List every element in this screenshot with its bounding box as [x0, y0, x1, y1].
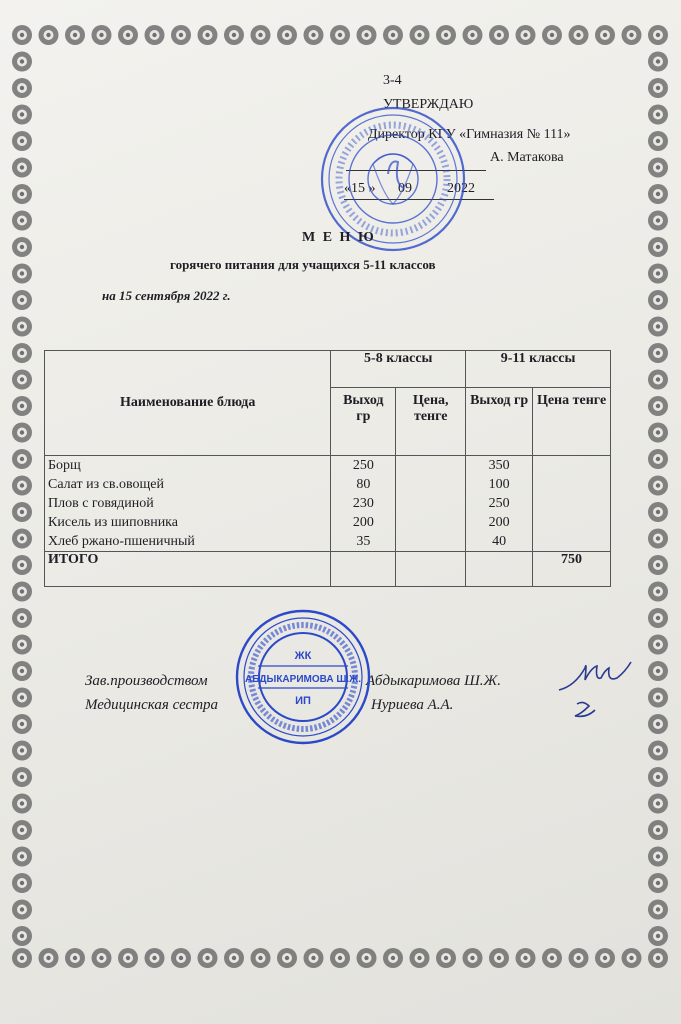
border-ornament — [12, 873, 32, 893]
border-ornament — [648, 476, 668, 496]
output-value: 200 — [352, 515, 374, 530]
output-value: 350 — [488, 458, 510, 473]
price-5-8-cell — [396, 456, 466, 552]
border-ornament — [12, 237, 32, 257]
border-ornament — [251, 948, 271, 968]
border-ornament — [171, 25, 191, 45]
col-group-5-8: 5-8 классы — [331, 351, 466, 388]
dish-name: Салат из св.овощей — [48, 477, 164, 492]
output-value: 230 — [352, 496, 374, 511]
border-ornament — [12, 608, 32, 628]
border-ornament — [542, 948, 562, 968]
border-ornament — [648, 290, 668, 310]
border-ornament — [648, 370, 668, 390]
border-ornament — [648, 211, 668, 231]
border-ornament — [648, 900, 668, 920]
border-ornament — [198, 25, 218, 45]
border-ornament — [595, 948, 615, 968]
border-ornament — [92, 948, 112, 968]
handwritten-signature — [555, 648, 635, 728]
border-ornament — [251, 25, 271, 45]
border-ornament — [12, 449, 32, 469]
border-ornament — [648, 608, 668, 628]
border-ornament — [648, 237, 668, 257]
border-ornament — [383, 25, 403, 45]
border-ornament — [12, 131, 32, 151]
border-ornament — [12, 184, 32, 204]
border-ornament — [12, 948, 32, 968]
border-ornament — [648, 264, 668, 284]
border-ornament — [622, 948, 642, 968]
border-ornament — [648, 25, 668, 45]
output-value: 35 — [356, 534, 371, 549]
total-price-5-8 — [396, 552, 466, 587]
border-ornament — [489, 25, 509, 45]
col-group-9-11: 9-11 классы — [466, 351, 611, 388]
border-ornament — [12, 476, 32, 496]
border-ornament — [410, 25, 430, 45]
border-ornament — [12, 25, 32, 45]
border-ornament — [436, 948, 456, 968]
border-ornament — [12, 158, 32, 178]
border-ornament — [12, 767, 32, 787]
border-ornament — [489, 948, 509, 968]
border-ornament — [410, 948, 430, 968]
col-header-price-5-8: Цена, тенге — [396, 388, 466, 456]
border-ornament — [648, 449, 668, 469]
stamp-top-text: ЖК — [294, 650, 312, 662]
border-ornament — [516, 948, 536, 968]
border-ornament — [118, 25, 138, 45]
border-ornament — [463, 948, 483, 968]
border-ornament — [622, 25, 642, 45]
dish-name: Хлеб ржано-пшеничный — [48, 534, 195, 549]
border-ornament — [277, 25, 297, 45]
border-ornament — [12, 317, 32, 337]
stamp-bottom-text: ИП — [295, 695, 311, 707]
border-ornament — [569, 948, 589, 968]
border-ornament — [12, 900, 32, 920]
col-header-output-9-11: Выход гр — [466, 388, 533, 456]
border-ornament — [648, 555, 668, 575]
border-ornament — [12, 423, 32, 443]
border-ornament — [648, 820, 668, 840]
output-value: 100 — [488, 477, 510, 492]
border-ornament — [648, 52, 668, 72]
output-5-8-cell — [331, 456, 396, 552]
page-subtitle: горячего питания для учащихся 5-11 классов — [170, 257, 436, 272]
border-ornament — [224, 948, 244, 968]
border-ornament — [648, 714, 668, 734]
border-ornament — [12, 78, 32, 98]
border-ornament — [12, 555, 32, 575]
border-ornament — [304, 25, 324, 45]
border-ornament — [648, 131, 668, 151]
border-ornament — [648, 688, 668, 708]
approval-name: А. Матакова — [490, 150, 564, 165]
border-ornament — [516, 25, 536, 45]
border-ornament — [171, 948, 191, 968]
col-header-price-9-11: Цена тенге — [533, 388, 611, 456]
border-ornament — [648, 396, 668, 416]
border-ornament — [12, 582, 32, 602]
border-ornament — [648, 502, 668, 522]
output-9-11-cell — [466, 456, 533, 552]
border-ornament — [648, 847, 668, 867]
output-value: 250 — [352, 458, 374, 473]
menu-table — [44, 350, 611, 587]
border-ornament — [648, 529, 668, 549]
col-header-output-5-8: Выход гр — [331, 388, 396, 456]
border-ornament — [12, 105, 32, 125]
border-ornament — [65, 25, 85, 45]
border-ornament — [304, 948, 324, 968]
total-output-9-11 — [466, 552, 533, 587]
border-ornament — [648, 635, 668, 655]
border-ornament — [648, 105, 668, 125]
border-ornament — [12, 502, 32, 522]
border-ornament — [12, 343, 32, 363]
border-ornament — [12, 396, 32, 416]
border-ornament — [648, 873, 668, 893]
total-label: ИТОГО — [45, 552, 331, 587]
border-ornament — [648, 661, 668, 681]
output-value: 80 — [356, 477, 371, 492]
signature-role-2: Медицинская сестра — [85, 697, 219, 713]
approval-date-month: 09 — [398, 181, 412, 196]
border-ornament — [12, 794, 32, 814]
border-ornament — [12, 370, 32, 390]
dish-name: Кисель из шиповника — [48, 515, 178, 530]
output-value: 40 — [492, 534, 507, 549]
border-ornament — [12, 290, 32, 310]
border-ornament — [357, 25, 377, 45]
border-ornament — [12, 926, 32, 946]
border-ornament — [648, 794, 668, 814]
border-ornament — [118, 948, 138, 968]
table-row — [45, 456, 611, 552]
border-ornament — [39, 25, 59, 45]
dish-names-cell — [45, 456, 331, 552]
border-ornament — [648, 767, 668, 787]
output-value: 200 — [488, 515, 510, 530]
approval-date-year: 2022 — [447, 181, 475, 196]
border-ornament — [12, 741, 32, 761]
approval-heading: УТВЕРЖДАЮ — [383, 97, 474, 112]
border-ornament — [12, 529, 32, 549]
approval-position: Директор КГУ «Гимназия № 111» — [368, 127, 571, 142]
border-ornament — [12, 264, 32, 284]
total-row — [45, 552, 611, 587]
border-ornament — [436, 25, 456, 45]
border-ornament — [39, 948, 59, 968]
border-ornament — [648, 78, 668, 98]
border-ornament — [65, 948, 85, 968]
border-ornament — [145, 25, 165, 45]
company-stamp — [234, 608, 372, 746]
border-ornament — [330, 948, 350, 968]
border-ornament — [648, 343, 668, 363]
border-ornament — [648, 926, 668, 946]
border-ornament — [648, 423, 668, 443]
col-header-dish: Наименование блюда — [45, 351, 331, 456]
page-title: М Е Н Ю — [302, 230, 376, 245]
border-ornament — [198, 948, 218, 968]
border-ornament — [569, 25, 589, 45]
border-ornament — [12, 847, 32, 867]
dish-name: Плов с говядиной — [48, 496, 154, 511]
border-ornament — [12, 688, 32, 708]
border-ornament — [12, 714, 32, 734]
output-value: 250 — [488, 496, 510, 511]
border-ornament — [383, 948, 403, 968]
menu-date: на 15 сентября 2022 г. — [102, 288, 231, 303]
border-ornament — [12, 52, 32, 72]
stamp-name-text: АБДЫКАРИМОВА Ш.Ж. — [245, 674, 361, 685]
border-ornament — [12, 635, 32, 655]
border-ornament — [648, 741, 668, 761]
border-ornament — [648, 158, 668, 178]
signature-name-1: Абдыкаримова Ш.Ж. — [366, 673, 501, 689]
border-ornament — [12, 820, 32, 840]
border-ornament — [542, 25, 562, 45]
price-9-11-cell — [533, 456, 611, 552]
border-ornament — [648, 948, 668, 968]
border-ornament — [277, 948, 297, 968]
border-ornament — [648, 317, 668, 337]
dish-name: Борщ — [48, 458, 81, 473]
total-output-5-8 — [331, 552, 396, 587]
border-ornament — [92, 25, 112, 45]
border-ornament — [224, 25, 244, 45]
border-ornament — [145, 948, 165, 968]
signature-name-2: Нуриева А.А. — [371, 697, 454, 713]
border-ornament — [357, 948, 377, 968]
border-ornament — [595, 25, 615, 45]
border-ornament — [648, 582, 668, 602]
approval-date-day: «15 » — [344, 181, 376, 196]
border-ornament — [12, 661, 32, 681]
border-ornament — [330, 25, 350, 45]
signature-role-1: Зав.производством — [85, 673, 208, 689]
border-ornament — [463, 25, 483, 45]
border-ornament — [648, 184, 668, 204]
total-price-9-11: 750 — [533, 552, 611, 587]
border-ornament — [12, 211, 32, 231]
doc-number: 3-4 — [383, 73, 402, 88]
